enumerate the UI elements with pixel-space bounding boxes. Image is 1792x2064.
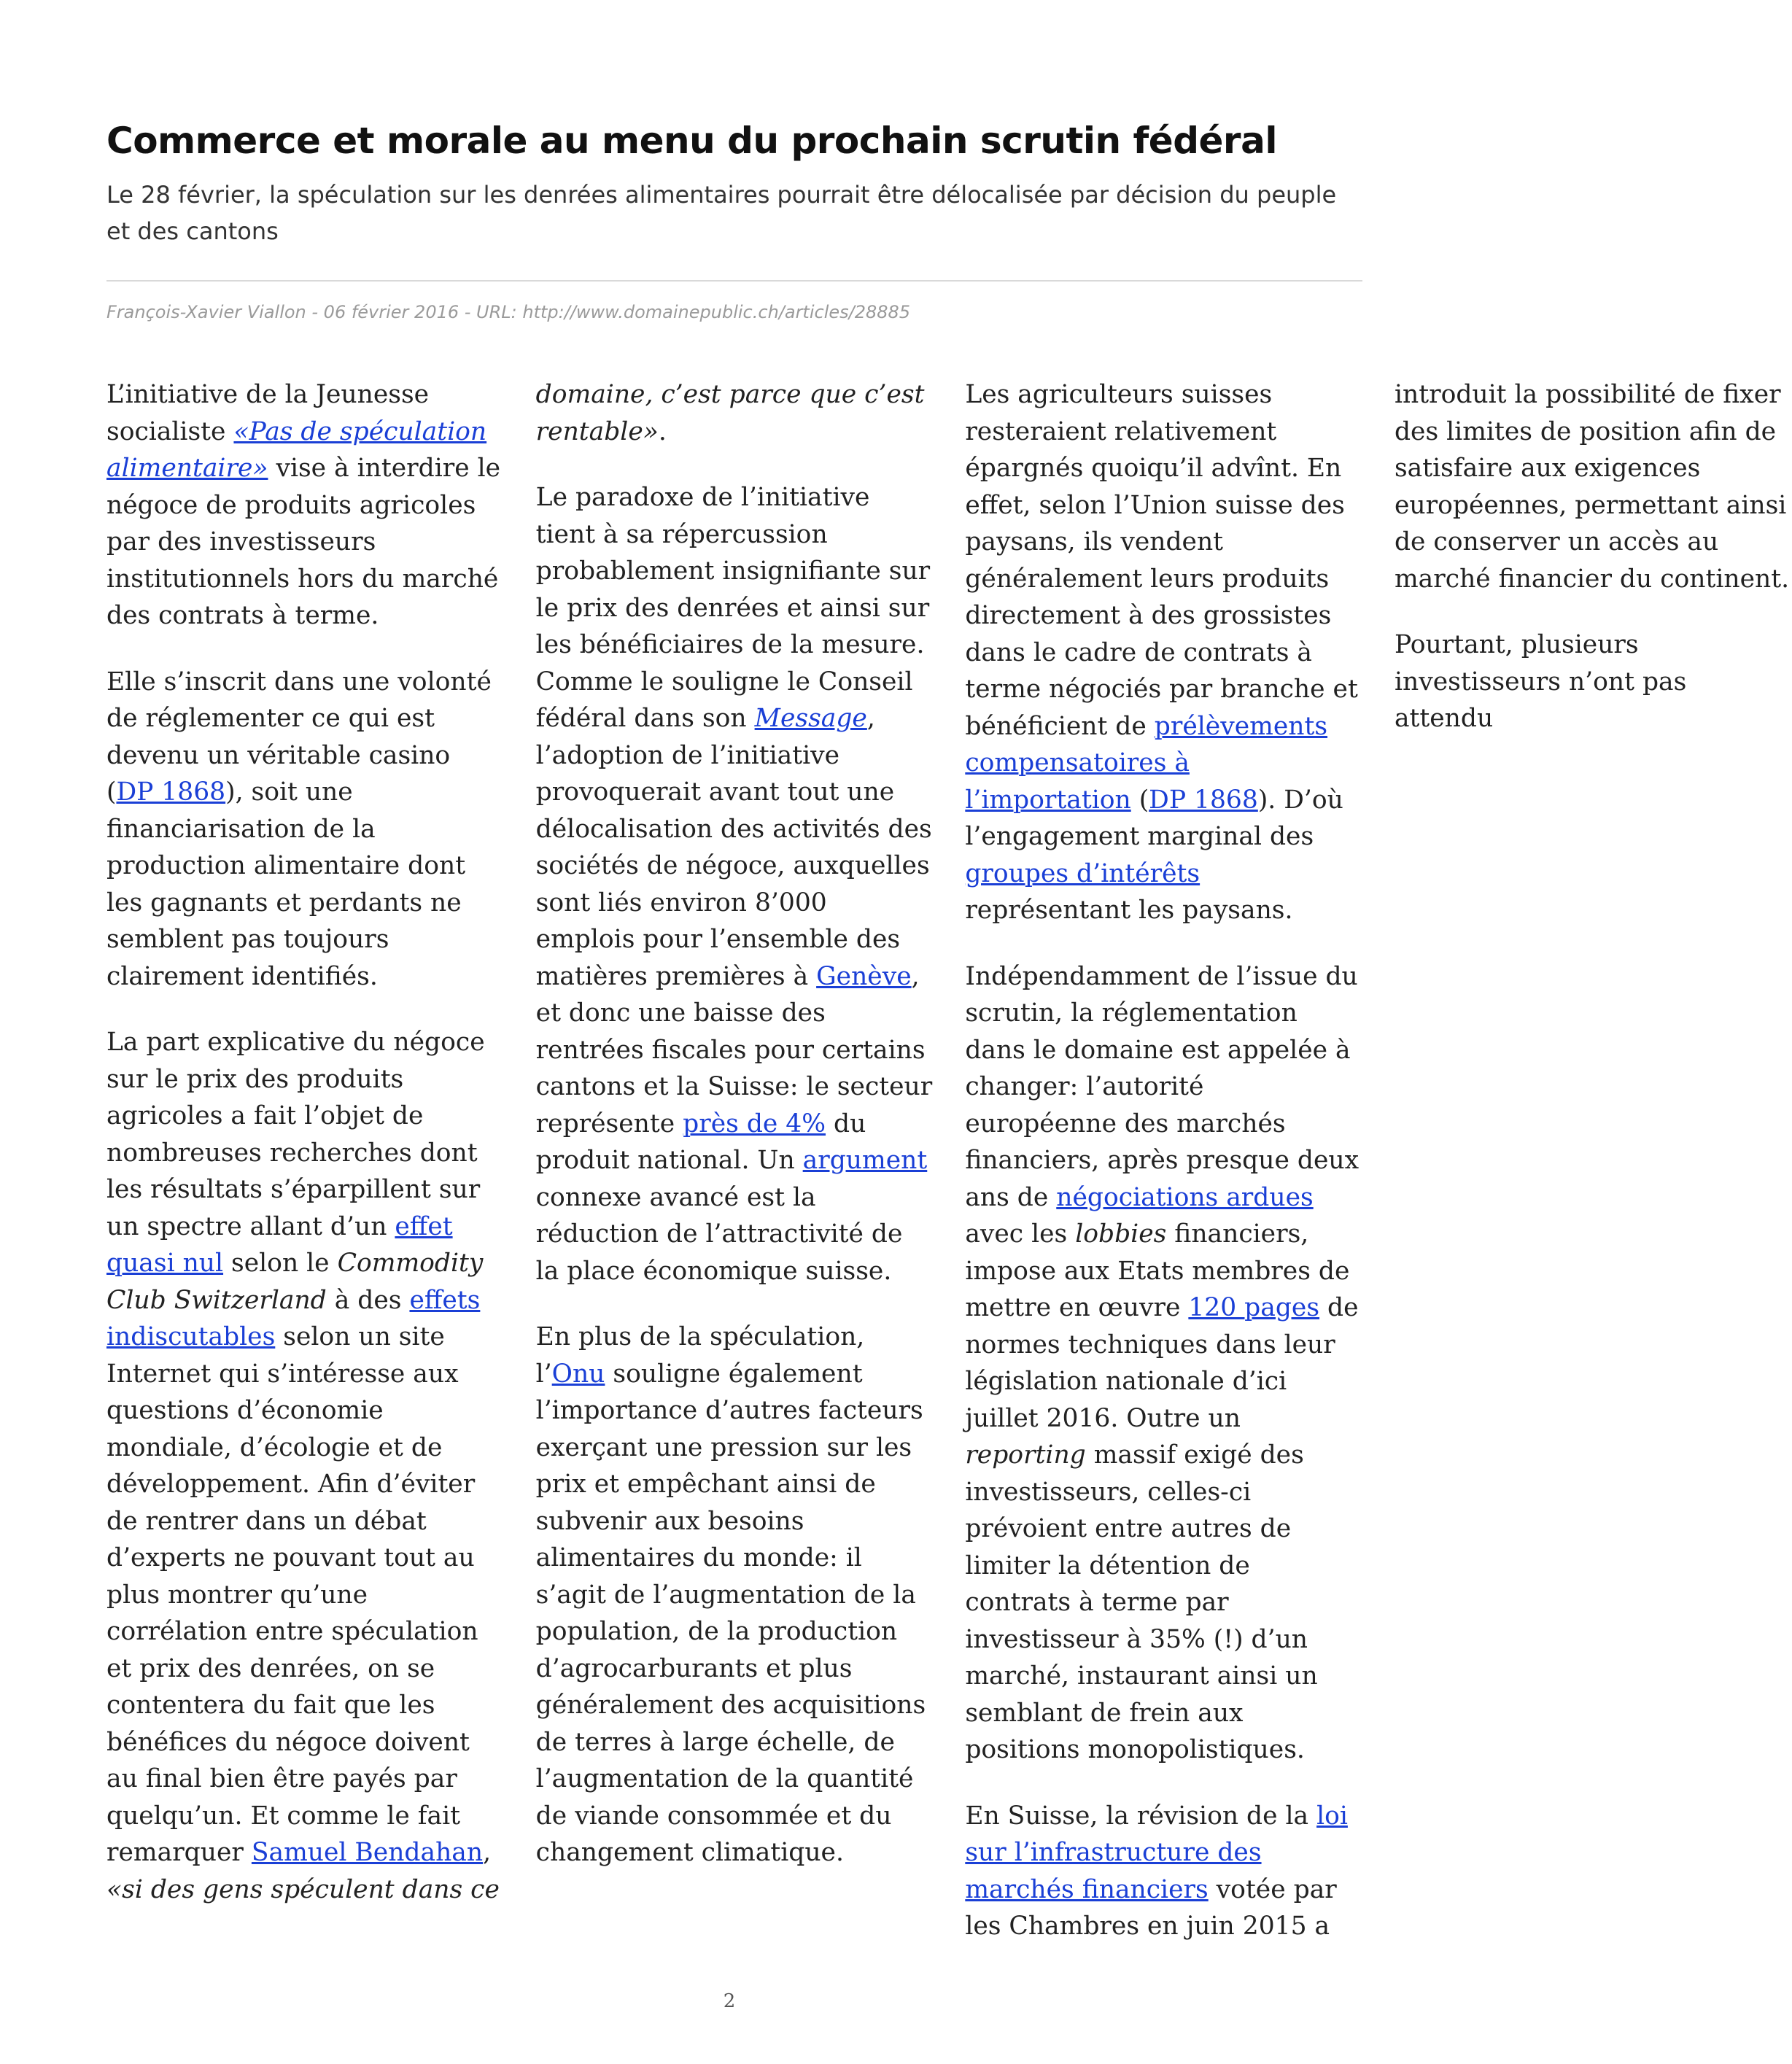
article-subtitle: Le 28 février, la spéculation sur les denrées alimentaires pourrait être délocalisée par décision du peuple et des cantons [106,181,1337,245]
paragraph-text: vise à interdire le négoce de produits agricoles par des investisseurs institutionnels hors du marché des contrats à terme. [106,454,501,630]
paragraph-text: ( [1130,785,1149,815]
paragraph-text: , l’adoption de l’initiative provoquerait avant tout une délocalisation des activités des sociétés de négoce, auxquelles sont liés environ 8’000 emplois pour l’ensemble des matières premières à [535,704,932,991]
paragraph-text: connexe avancé est la réduction de l’attractivité de la place économique suisse. [535,1182,903,1286]
link-120-pages[interactable]: 120 pages [1188,1293,1320,1322]
paragraph-6 [965,376,1362,929]
paragraph-text: La part explicative du négoce sur le prix des produits agricoles a fait l’objet de nombreuses recherches dont les résultats s’éparpillent sur un spectre allant d’un [106,1028,485,1241]
paragraph-text: Les agriculteurs suisses resteraient relativement épargnés quoiqu’il advînt. En effet, selon l’Union suisse des paysans, ils vendent généralement leurs produits directement à des grossistes dans le cadre de contrats à terme négociés par branche et bénéficient de [965,380,1358,741]
link-effets-indiscutables[interactable]: effets indiscutables [106,1285,481,1351]
paragraph-4 [536,479,934,1289]
emphasis-commodity-club: Commodity Club Switzerland [106,1249,484,1315]
paragraph-text: financiers, impose aux Etats membres de mettre en œuvre [965,1219,1350,1322]
paragraph-text: selon le [223,1249,338,1278]
article-body [106,376,1790,1963]
link-geneve[interactable]: Genève [816,961,912,991]
paragraph-text: avec les [965,1219,1076,1249]
article-title: Commerce et morale au menu du prochain scrutin fédéral [106,120,1277,162]
link-dp-1868-second[interactable]: DP 1868 [1149,785,1258,815]
paragraph-text: Pourtant, plusieurs investisseurs n’ont pas attendu [1394,630,1687,733]
paragraph-text: Le paradoxe de l’initiative tient à sa répercussion probablement insignifiante sur le prix des denrées et ainsi sur les bénéficiaires de la mesure. Comme le souligne le Conseil fédéral dans son [535,483,931,733]
emphasis-lobbies: lobbies [1075,1219,1167,1249]
link-prelevements-compensatoires[interactable]: prélèvements compensatoires à l’importation [965,711,1328,815]
paragraph-text: Indépendamment de l’issue du scrutin, la réglementation dans le domaine est appelée à changer: l’autorité européenne des marchés financiers, après presque deux ans de [965,961,1359,1212]
paragraph-text: selon un site Internet qui s’intéresse aux questions d’économie mondiale, d’écologie et de développement. Afin d’éviter de rentrer dans un débat d’experts ne pouvant tout au plus montrer qu’une corrélation entre spéculation et prix des denrées, on se contentera du fait que les bénéfices du négoce doivent au final bien être payés par quelqu’un. Et comme le fait remarquer [106,1322,478,1867]
page-number: 2 [723,1990,736,2012]
link-negociations-ardues[interactable]: négociations ardues [1056,1182,1314,1212]
paragraph-5 [536,1319,934,1871]
paragraph-text: souligne également l’importance d’autres facteurs exerçant une pression sur les prix et empêchant ainsi de subvenir aux besoins alimentaires du monde: il s’agit de l’augmentation de la population, de la production d’agrocarburants et plus généralement des acquisitions de terres à large échelle, de l’augmentation de la quantité de viande consommée et du changement climatique. [535,1359,926,1867]
link-samuel-bendahan[interactable]: Samuel Bendahan [251,1838,484,1867]
paragraph-1 [106,376,504,635]
paragraph-text: En Suisse, la révision de la [965,1801,1317,1831]
link-message[interactable]: Message [754,704,867,733]
paragraph-9 [1395,626,1792,737]
link-groupes-interets[interactable]: groupes d’intérêts [965,858,1201,888]
paragraph-text: votée par les Chambres en juin 2015 a introduit la possibilité de fixer des limites de position afin de satisfaire aux exigences européennes, permettant ainsi de conserver un accès au marché financier du continent. [965,380,1790,1941]
link-dp-1868[interactable]: DP 1868 [116,777,226,807]
link-onu[interactable]: Onu [551,1359,605,1389]
paragraph-text: du produit national. Un [535,1109,866,1175]
paragraph-text: ). D’où l’engagement marginal des [965,785,1343,851]
paragraph-7 [965,958,1362,1769]
link-loi-infrastructure[interactable]: loi sur l’infrastructure des marchés financiers [965,1801,1348,1904]
paragraph-text: à des [326,1285,410,1315]
paragraph-text: massif exigé des investisseurs, celles-ci prévoient entre autres de limiter la détention de contrats à terme par investisseur à 35% (!) d’un marché, instaurant ainsi un semblant de frein aux positions monopolistiques. [965,1440,1318,1764]
paragraph-text: ), soit une financiarisation de la production alimentaire dont les gagnants et perdants ne semblent pas toujours clairement identifiés. [106,777,466,991]
article-byline: François-Xavier Viallon - 06 février 2016 - URL: http://www.domainepublic.ch/articles/28885 [106,302,911,322]
paragraph-text: de normes techniques dans leur législation nationale d’ici juillet 2016. Outre un [965,1293,1359,1433]
paragraph-text: , [483,1838,492,1867]
paragraph-text: Elle s’inscrit dans une volonté de réglementer ce qui est devenu un véritable casino ( [106,667,492,807]
paragraph-text: , et donc une baisse des rentrées fiscales pour certains cantons et la Suisse: le secteur représente [535,961,933,1138]
paragraph-text: représentant les paysans. [965,896,1293,925]
paragraph-2 [106,664,504,996]
header-divider [106,280,1362,282]
paragraph-text: En plus de la spéculation, l’ [535,1322,865,1389]
link-pres-de-4[interactable]: près de 4% [683,1109,826,1138]
emphasis-reporting: reporting [965,1440,1086,1470]
paragraph-text: . [658,416,667,446]
link-argument[interactable]: argument [802,1146,928,1175]
paragraph-text: L’initiative de la Jeunesse socialiste [106,380,430,446]
link-effet-quasi-nul[interactable]: effet quasi nul [106,1211,453,1278]
link-pas-de-speculation[interactable]: «Pas de spéculation alimentaire» [106,416,487,483]
quote-bendahan: «si des gens spéculent dans ce domaine, c’est parce que c’est rentable» [106,380,925,1904]
